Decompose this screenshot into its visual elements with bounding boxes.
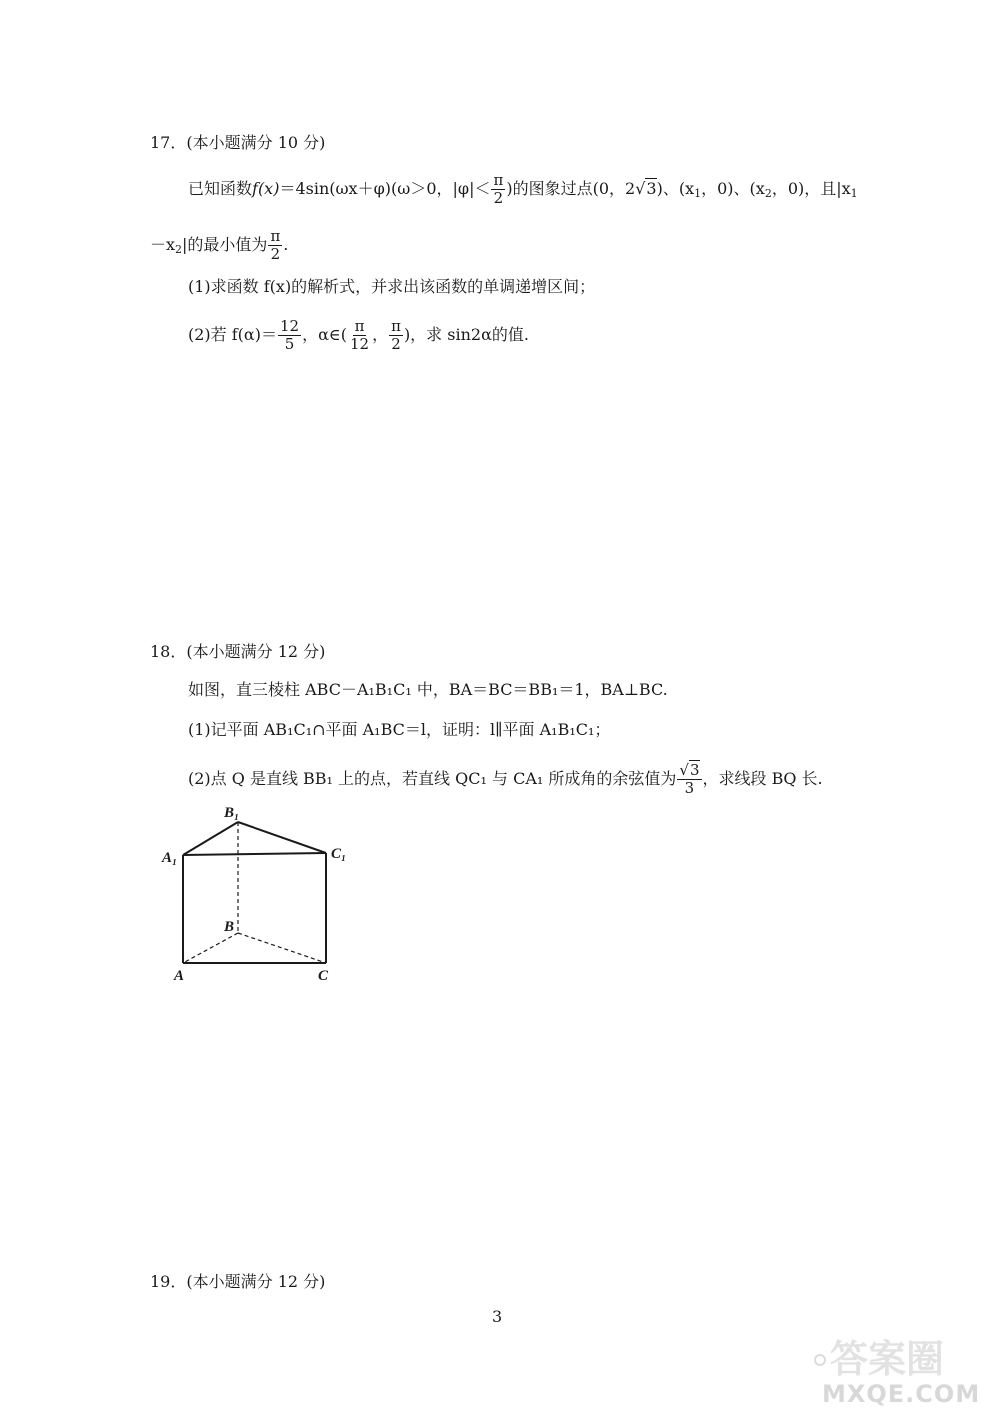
page-number: 3 xyxy=(492,1307,503,1326)
prism-figure xyxy=(158,800,358,990)
q17-part1: (1)求函数 f(x)的解析式，并求出该函数的单调递增区间； xyxy=(188,277,596,296)
label-c: C xyxy=(318,968,329,984)
q18-part2: (2)点 Q 是直线 BB₁ 上的点，若直线 QC₁ 与 CA₁ 所成角的余弦值为 $\frac{√3}{3}$ ，求线段 BQ 长. xyxy=(188,761,823,797)
label-b: B xyxy=(224,919,235,935)
q18-part1: (1)记平面 AB₁C₁∩平面 A₁BC＝l，证明：l∥平面 A₁B₁C₁； xyxy=(188,720,611,739)
pi-over-2-fraction: $\frac{\pi}{2}$ xyxy=(270,227,281,263)
pi-over-2-fraction: $\frac{\pi}{2}$ xyxy=(493,171,504,207)
q18-stem: 如图，直三棱柱 ABC－A₁B₁C₁ 中，BA＝BC＝BB₁＝1，BA⊥BC. xyxy=(188,680,668,699)
q17-stem-line1: 已知函数f(x)＝4sin(ωx＋φ)(ω＞0，|φ|＜ $\frac{\pi}{2}$ )的图象过点(0，2√3)、($x_1$，0)、($x_2$，0)，且$|x_1$ xyxy=(188,171,858,207)
label-a1: A₁ xyxy=(162,850,178,866)
q19-header: 19．(本小题满分 12 分) xyxy=(150,1272,326,1291)
watermark-site: MXQE.COM xyxy=(822,1380,981,1408)
label-a: A xyxy=(174,968,185,984)
label-b1: B₁ xyxy=(224,805,240,821)
q17-part2: (2)若 f(α)＝ $\frac{12}{5}$ ，α∈( $\frac{\pi}{12}$ ， $\frac{\pi}{2}$ )，求 sin2α的值. xyxy=(188,317,529,353)
label-c1: C₁ xyxy=(331,846,347,862)
svg-text:答案圈: 答案圈 xyxy=(830,1337,945,1381)
q18-header: 18．(本小题满分 12 分) xyxy=(150,642,326,661)
q17-header: 17．(本小题满分 10 分) xyxy=(150,133,326,152)
q17-stem-line2: $-x_2|$的最小值为 $\frac{\pi}{2}$ . xyxy=(150,227,289,263)
